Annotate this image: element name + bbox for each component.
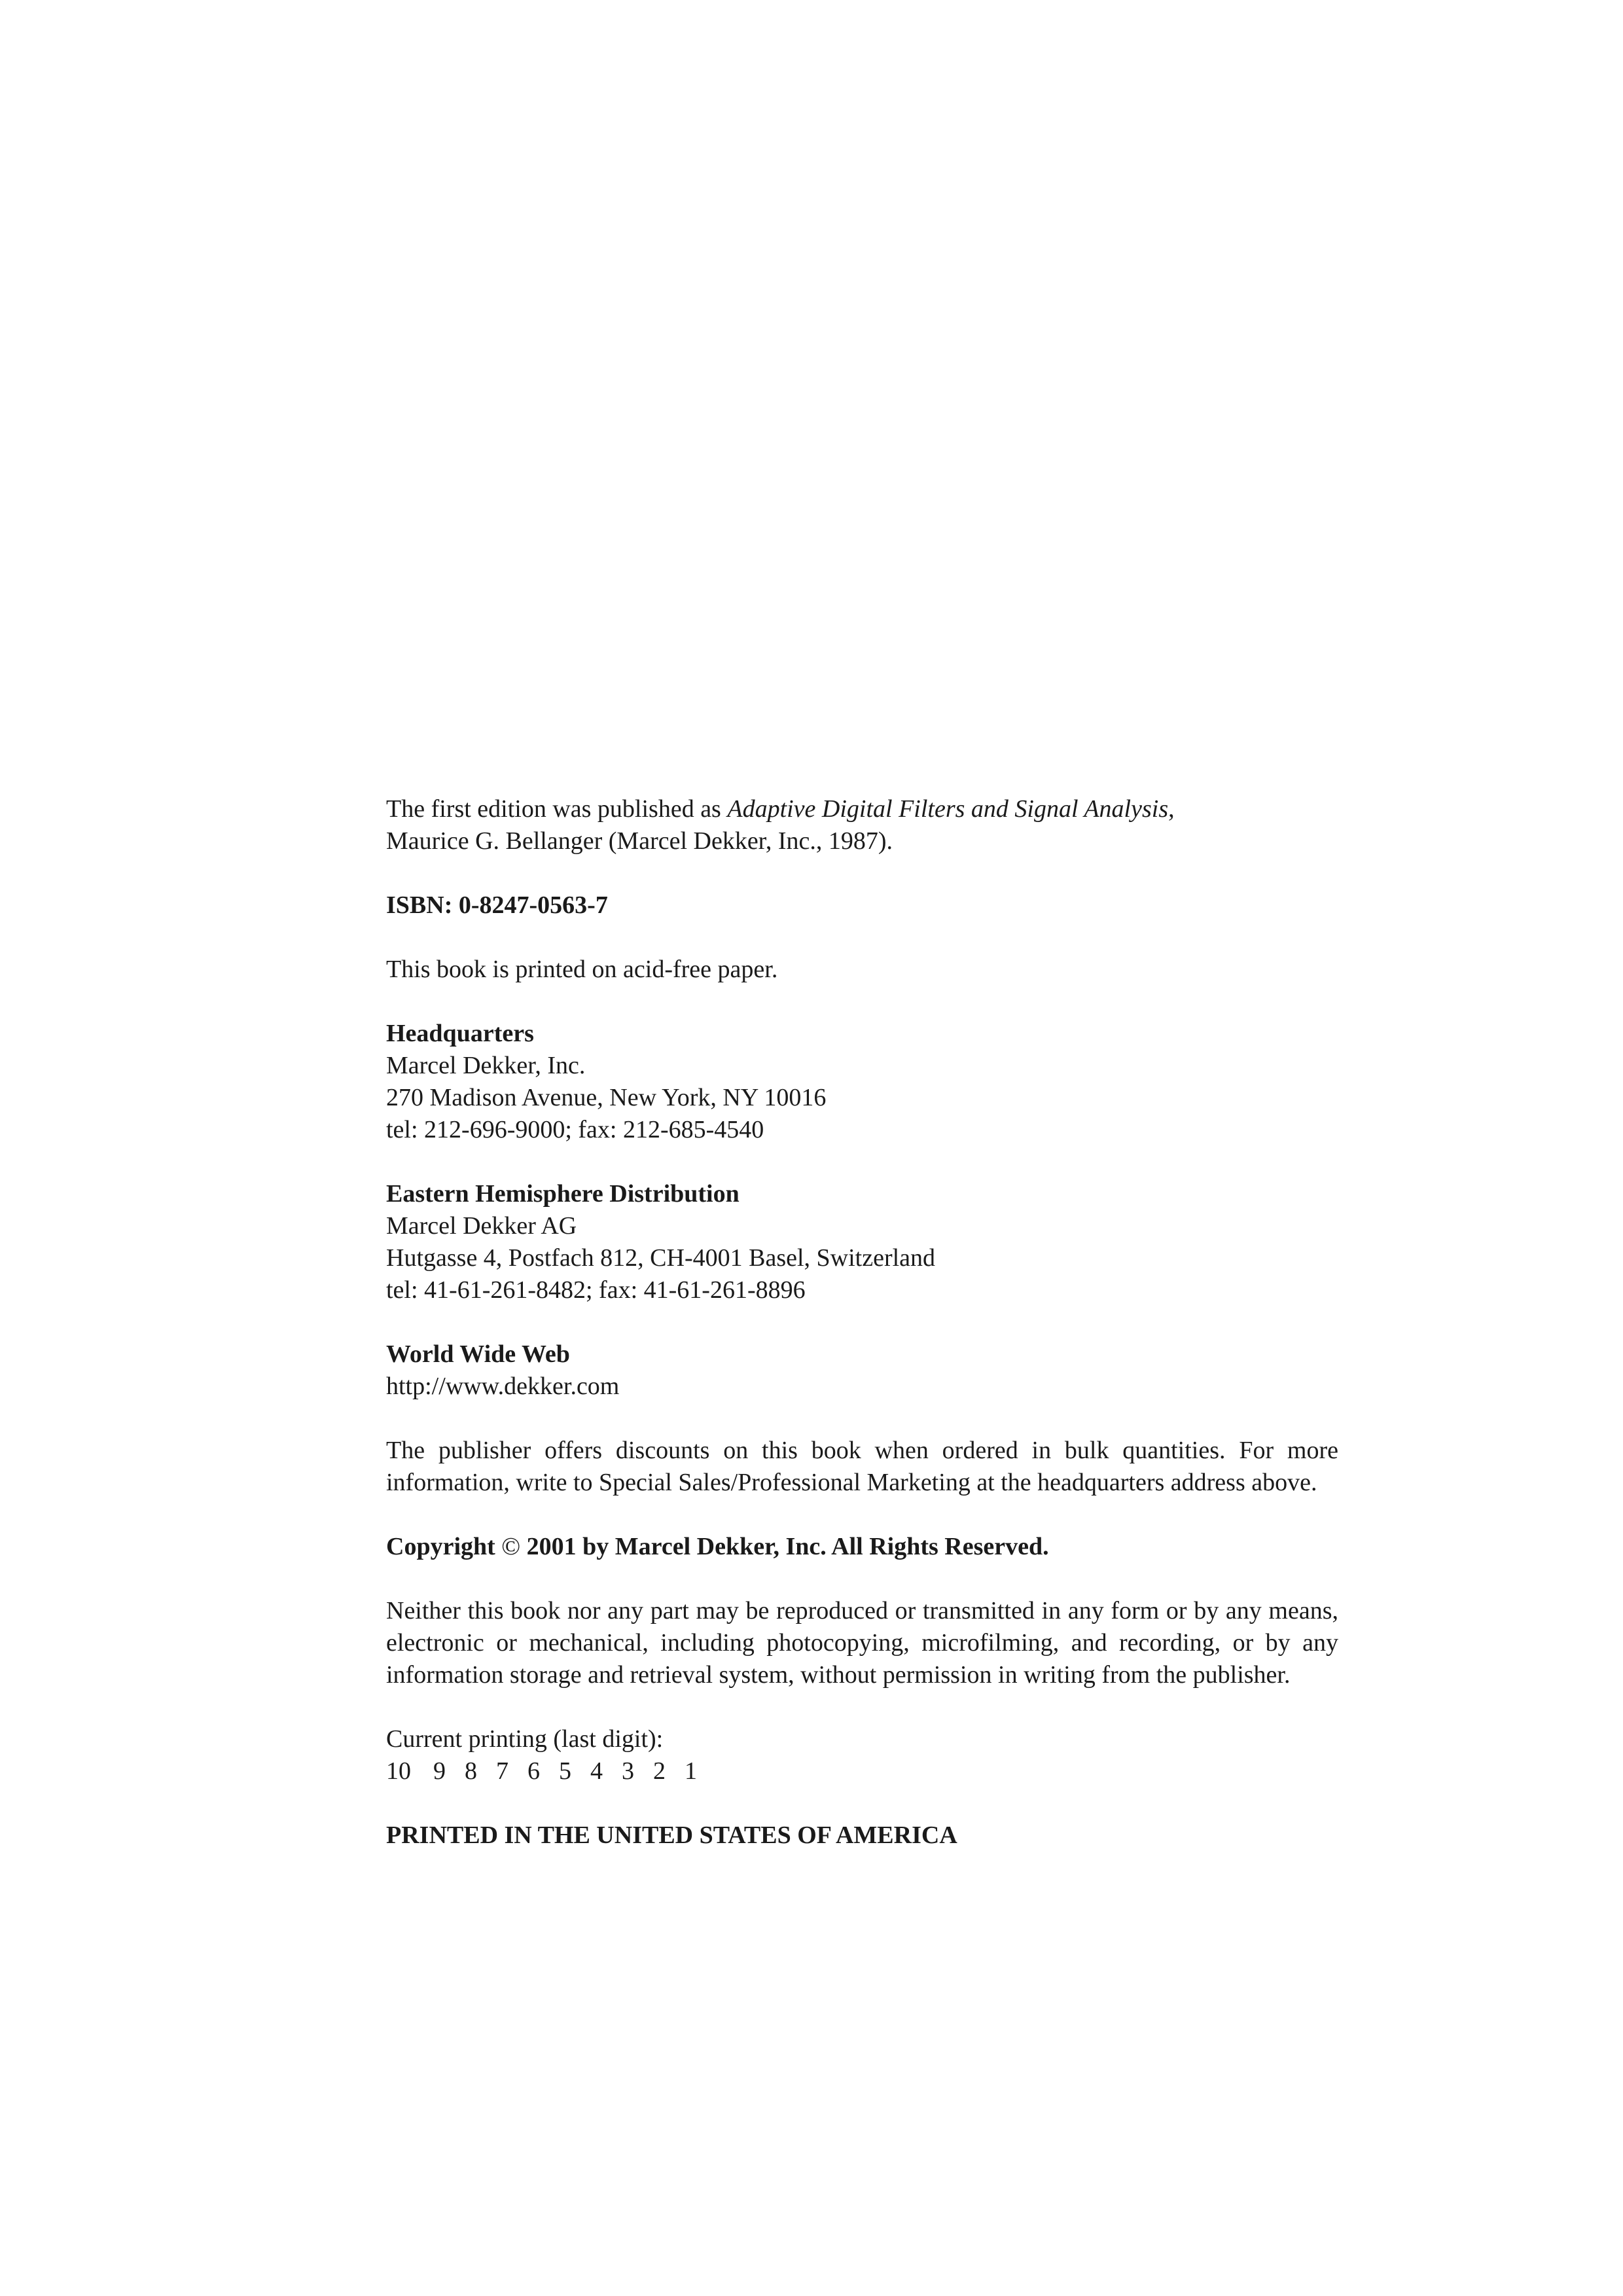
printing-digit: 3 <box>622 1757 634 1785</box>
copyright-symbol: © <box>501 1533 521 1560</box>
headquarters-contact: tel: 212-696-9000; fax: 212-685-4540 <box>386 1116 764 1143</box>
web-heading: World Wide Web <box>386 1340 570 1368</box>
headquarters-block <box>386 1018 1338 1146</box>
first-edition-prefix: The first edition was published as <box>386 795 728 823</box>
copyright-rest: 2001 by Marcel Dekker, Inc. All Rights Reserved. <box>526 1533 1049 1560</box>
eastern-contact: tel: 41-61-261-8482; fax: 41-61-261-8896 <box>386 1276 806 1304</box>
copyright-line <box>386 1531 1338 1563</box>
copyright-prefix: Copyright <box>386 1533 495 1560</box>
eastern-address: Hutgasse 4, Postfach 812, CH-4001 Basel, Switzerland <box>386 1244 936 1272</box>
headquarters-heading: Headquarters <box>386 1020 534 1047</box>
printing-digit: 10 <box>386 1757 411 1785</box>
printed-in-note: PRINTED IN THE UNITED STATES OF AMERICA <box>386 1821 957 1849</box>
headquarters-address: 270 Madison Avenue, New York, NY 10016 <box>386 1084 827 1111</box>
printing-digit: 5 <box>559 1757 571 1785</box>
acid-free-note: This book is printed on acid-free paper. <box>386 956 778 983</box>
printing-digits <box>386 1755 1338 1787</box>
web-block <box>386 1338 1338 1403</box>
eastern-name: Marcel Dekker AG <box>386 1212 577 1240</box>
printing-digit: 9 <box>433 1757 446 1785</box>
eastern-heading: Eastern Hemisphere Distribution <box>386 1180 740 1208</box>
isbn: ISBN: 0-8247-0563-7 <box>386 891 608 919</box>
web-url: http://www.dekker.com <box>386 1372 620 1400</box>
printing-digit: 4 <box>590 1757 603 1785</box>
printing-label: Current printing (last digit): <box>386 1725 664 1753</box>
first-edition-suffix: , <box>1168 795 1175 823</box>
printing-block <box>386 1723 1338 1787</box>
printing-digit: 1 <box>685 1757 697 1785</box>
first-edition-author: Maurice G. Bellanger (Marcel Dekker, Inc., 1987). <box>386 827 893 855</box>
printing-digit: 2 <box>653 1757 666 1785</box>
rights-note: Neither this book nor any part may be reproduced or transmitted in any form or by any means, electronic or mechanical, including photocopying, microfilming, and recording, or by any information storage and retrieval system, without permission in writing from the publisher. <box>386 1597 1338 1689</box>
page-content <box>386 793 1338 1852</box>
printing-digit: 7 <box>496 1757 508 1785</box>
printing-digit: 8 <box>465 1757 477 1785</box>
printing-digit: 6 <box>527 1757 540 1785</box>
first-edition-note <box>386 793 1338 857</box>
discounts-note: The publisher offers discounts on this book when ordered in bulk quantities. For more information, write to Special Sales/Professional Marketing at the headquarters address above. <box>386 1437 1338 1496</box>
eastern-distribution-block <box>386 1178 1338 1306</box>
first-edition-title: Adaptive Digital Filters and Signal Analysis <box>727 795 1169 823</box>
headquarters-name: Marcel Dekker, Inc. <box>386 1052 586 1079</box>
